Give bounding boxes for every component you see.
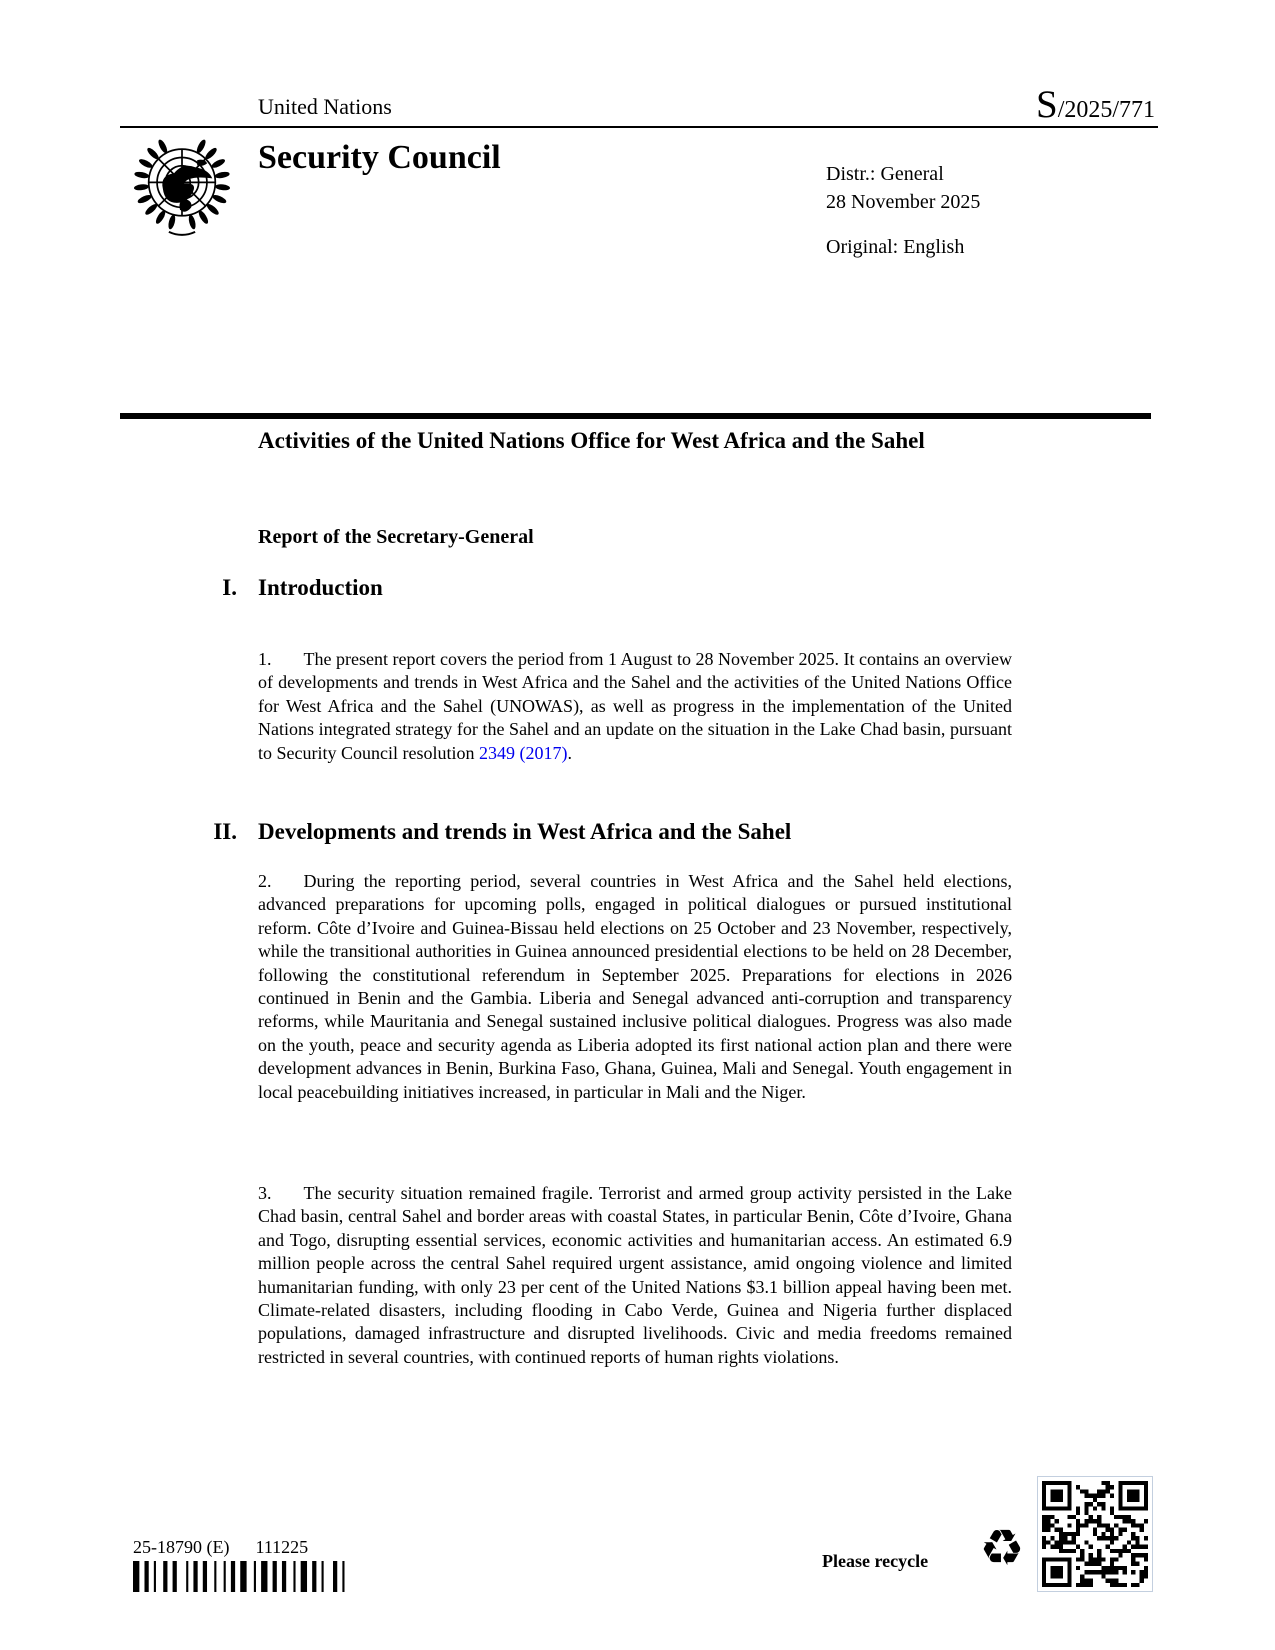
un-emblem-icon: [126, 138, 238, 244]
please-recycle-label: Please recycle: [822, 1551, 929, 1571]
section-heading-label: Developments and trends in West Africa and the Sahel: [258, 819, 792, 844]
document-subtitle: Report of the Secretary-General: [258, 526, 534, 548]
section-heading-developments: [120, 818, 1120, 846]
qr-code-icon: [1037, 1476, 1153, 1592]
date-code: 111225: [255, 1537, 309, 1557]
distr-line: Distr.: General: [826, 163, 944, 185]
paragraph-text-suffix: .: [567, 742, 572, 763]
paragraph-number: 2.: [258, 871, 272, 891]
barcode-icon: [133, 1561, 346, 1592]
paragraph-1: [258, 648, 1012, 765]
paragraph-text: The security situation remained fragile. Terrorist and armed group activity persisted in the Lake Chad basin, central Sahel and border areas with coastal States, in particular Benin, Côte d’Ivoire, Ghana and Togo, disrupting essential services, economic activities and humanitarian access. An estimated 6.9 million people across the central Sahel required urgent assistance, amid ongoing violence and limited humanitarian funding, with only 23 per cent of the United Nations $3.1 billion appeal having been met. Climate-related disasters, including flooding in Cabo Verde, Guinea and Nigeria further displaced populations, damaged infrastructure and disrupted livelihoods. Civic and media freedoms remained restricted in several countries, with continued reports of human rights violations.: [258, 1183, 1012, 1367]
header-rule: [120, 126, 1158, 128]
organ-title: Security Council: [258, 139, 501, 176]
resolution-link[interactable]: 2349 (2017): [478, 742, 568, 763]
document-symbol-prefix: S: [1036, 83, 1058, 126]
section-heading-introduction: [120, 574, 1120, 602]
job-number-line: [133, 1537, 308, 1558]
original-language-line: Original: English: [826, 236, 965, 258]
job-number: 25-18790 (E): [133, 1537, 230, 1557]
document-title: Activities of the United Nations Office for West Africa and the Sahel: [258, 428, 925, 453]
section-numeral: I.: [222, 575, 237, 600]
paragraph-number: 1.: [258, 649, 272, 669]
paragraph-3: [258, 1182, 1012, 1369]
section-numeral: II.: [213, 819, 237, 844]
paragraph-2: [258, 870, 1012, 1104]
paragraph-text: During the reporting period, several countries in West Africa and the Sahel held elections, advanced preparations for upcoming polls, engaged in political dialogues or pursued institutional reform. Côte d’Ivoire and Guinea-Bissau held elections on 25 October and 23 November, respectively, while the transitional authorities in Guinea announced presidential elections to be held on 28 December, following the constitutional referendum in September 2025. Preparations for elections in 2026 continued in Benin and the Gambia. Liberia and Senegal advanced anti-corruption and transparency reforms, while Mauritania and Senegal sustained inclusive political dialogues. Progress was also made on the youth, peace and security agenda as Liberia adopted its first national action plan and there were development advances in Benin, Burkina Faso, Ghana, Guinea, Mali and Senegal. Youth engagement in local peacebuilding initiatives increased, in particular in Mali and the Niger.: [258, 871, 1012, 1102]
document-symbol-rest: /2025/771: [1057, 97, 1156, 123]
section-heading-label: Introduction: [258, 575, 383, 600]
document-symbol: [1036, 82, 1155, 127]
date-line: 28 November 2025: [826, 191, 981, 213]
paragraph-text: The present report covers the period from 1 August to 28 November 2025. It contains an overview of developments and trends in West Africa and the Sahel and the activities of the United Nations Office for West Africa and the Sahel (UNOWAS), as well as progress in the implementation of the United Nations integrated strategy for the Sahel and an update on the situation in the Lake Chad basin, pursuant to Security Council resolution: [258, 649, 1012, 763]
title-rule: [120, 413, 1151, 419]
masthead-org: United Nations: [258, 94, 392, 119]
recycle-icon: ♻: [979, 1519, 1025, 1577]
paragraph-number: 3.: [258, 1183, 272, 1203]
distribution-block: [826, 160, 980, 261]
